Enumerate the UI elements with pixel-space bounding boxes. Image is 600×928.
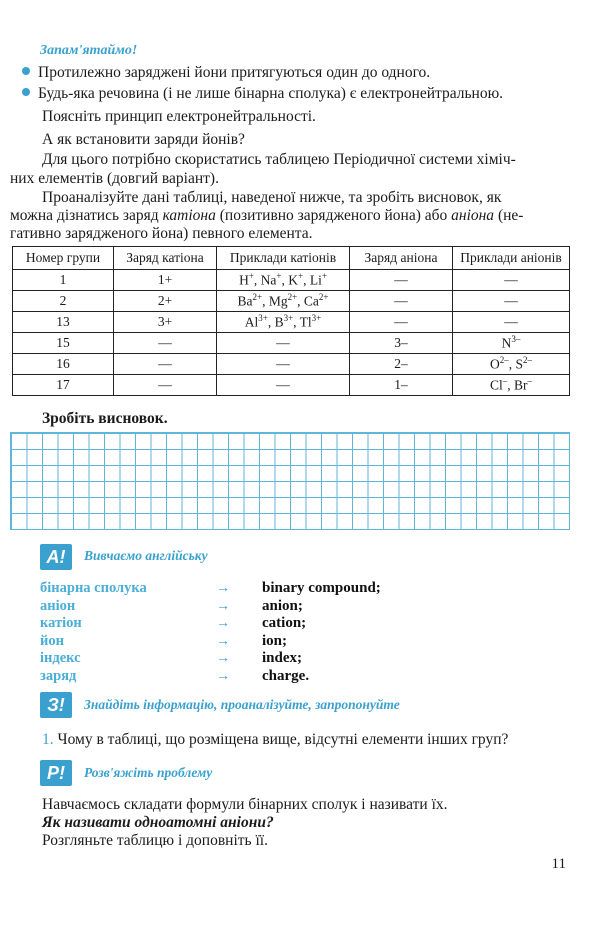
bullet-item: Протилежно заряджені йони притягуються один до одного. <box>22 64 430 82</box>
table-cell: 3+ <box>114 312 217 333</box>
table-cell: 3– <box>350 333 453 354</box>
vocab-term-ua: бінарна сполука <box>40 580 147 596</box>
table-cell: — <box>114 375 217 396</box>
question-text: А як встановити заряди йонів? <box>42 131 245 148</box>
explain-text: Поясніть принцип електронейтральності. <box>42 108 316 125</box>
solve-question: Як називати одноатомні аніони? <box>42 814 274 831</box>
arrow-right-icon: → <box>216 651 230 666</box>
vocab-term-en: ion; <box>262 632 288 649</box>
paragraph-line: них елементів (довгий варіант). <box>10 170 219 187</box>
table-cell: 2+ <box>114 291 217 312</box>
table-row <box>13 375 570 396</box>
table-cell: — <box>114 333 217 354</box>
paragraph-line: можна дізнатись заряд катіона (позитивно зарядженого йона) або аніона (не- <box>10 207 524 224</box>
arrow-right-icon: → <box>216 581 230 596</box>
table-cell: — <box>217 354 350 375</box>
vocab-term-ua: індекс <box>40 650 81 666</box>
table-cell: 1 <box>13 270 114 291</box>
vocab-term-en: binary compound; <box>262 580 381 596</box>
table-cell: 1– <box>350 375 453 396</box>
find-badge: З! <box>40 692 72 718</box>
table-header: Номер групи <box>13 247 114 270</box>
paragraph-line: Для цього потрібно скористатись таблицею Періодичної системи хіміч- <box>42 151 516 168</box>
conclusion-label: Зробіть висновок. <box>42 410 168 427</box>
table-header: Приклади катіонів <box>217 247 350 270</box>
vocab-term-ua: заряд <box>40 667 77 684</box>
vocab-term-en: index; <box>262 650 303 666</box>
table-cell: 2 <box>13 291 114 312</box>
find-title: Знайдіть інформацію, проаналізуйте, запропонуйте <box>84 697 400 712</box>
table-cell: Cl–, Br– <box>453 375 570 396</box>
page-number: 11 <box>551 856 566 872</box>
table-cell: 13 <box>13 312 114 333</box>
arrow-right-icon: → <box>216 598 230 614</box>
solve-line: Навчаємось складати формули бінарних сполук і називати їх. <box>42 796 448 813</box>
table-row <box>13 333 570 354</box>
answer-grid <box>10 432 570 530</box>
table-cell: — <box>350 291 453 312</box>
solve-line: Розгляньте таблицю і доповніть її. <box>42 832 268 849</box>
bullet-dot-icon <box>22 88 30 96</box>
table-cell: — <box>217 375 350 396</box>
paragraph-line: гативно зарядженого йона) певного елемента. <box>10 225 313 242</box>
find-question: 1. Чому в таблиці, що розміщена вище, відсутні елементи інших груп? <box>42 731 509 748</box>
term-cation: катіона <box>162 207 216 224</box>
term-anion: аніона <box>451 207 495 224</box>
table-cell: $N^{3-}$ <box>453 333 570 354</box>
table-cell: H+, Na+, K+, Li+ <box>217 270 350 291</box>
table-header: Заряд аніона <box>350 247 453 270</box>
vocab-term-ua: аніон <box>40 597 76 614</box>
english-title: Вивчаємо англійську <box>84 548 208 563</box>
table-cell: $O^{2-}$, $S^{2-}$ <box>453 354 570 375</box>
paragraph-line: Проаналізуйте дані таблиці, наведеної нижче, та зробіть висновок, як <box>42 189 502 206</box>
table-cell: 1+ <box>114 270 217 291</box>
vocab-term-ua: катіон <box>40 615 82 631</box>
vocab-term-en: anion; <box>262 597 303 614</box>
arrow-right-icon: → <box>216 633 230 649</box>
remember-title: Запам'ятаймо! <box>40 43 138 58</box>
table-cell: $Ba^{2+}$, $Mg^{2+}$, $Ca^{2+}$ <box>217 291 350 312</box>
table-row <box>13 354 570 375</box>
solve-title: Розв'яжіть проблему <box>84 765 213 780</box>
table-row <box>13 291 570 312</box>
table-cell: — <box>453 312 570 333</box>
table-cell: — <box>453 270 570 291</box>
vocab-term-ua: йон <box>40 632 64 649</box>
table-cell: — <box>453 291 570 312</box>
table-row <box>13 270 570 291</box>
arrow-right-icon: → <box>216 616 230 631</box>
table-row <box>13 312 570 333</box>
table-header: Заряд катіона <box>114 247 217 270</box>
bullet-dot-icon <box>22 67 30 75</box>
bullet-item: Будь-яка речовина (і не лише бінарна сполука) є електронейтральною. <box>22 85 503 103</box>
table-cell: 16 <box>13 354 114 375</box>
vocab-term-en: cation; <box>262 615 307 631</box>
ion-charge-table <box>12 246 570 396</box>
table-cell: — <box>350 270 453 291</box>
english-badge: A! <box>40 544 72 570</box>
table-header-row <box>13 247 570 270</box>
arrow-right-icon: → <box>216 668 230 684</box>
table-header: Приклади аніонів <box>453 247 570 270</box>
table-cell: 2– <box>350 354 453 375</box>
table-cell: $Al^{3+}$, $B^{3+}$, $Tl^{3+}$ <box>217 312 350 333</box>
table-cell: 17 <box>13 375 114 396</box>
solve-badge: Р! <box>40 760 72 786</box>
vocab-term-en: charge. <box>262 667 310 684</box>
table-cell: — <box>217 333 350 354</box>
table-cell: — <box>350 312 453 333</box>
table-cell: — <box>114 354 217 375</box>
table-cell: 15 <box>13 333 114 354</box>
